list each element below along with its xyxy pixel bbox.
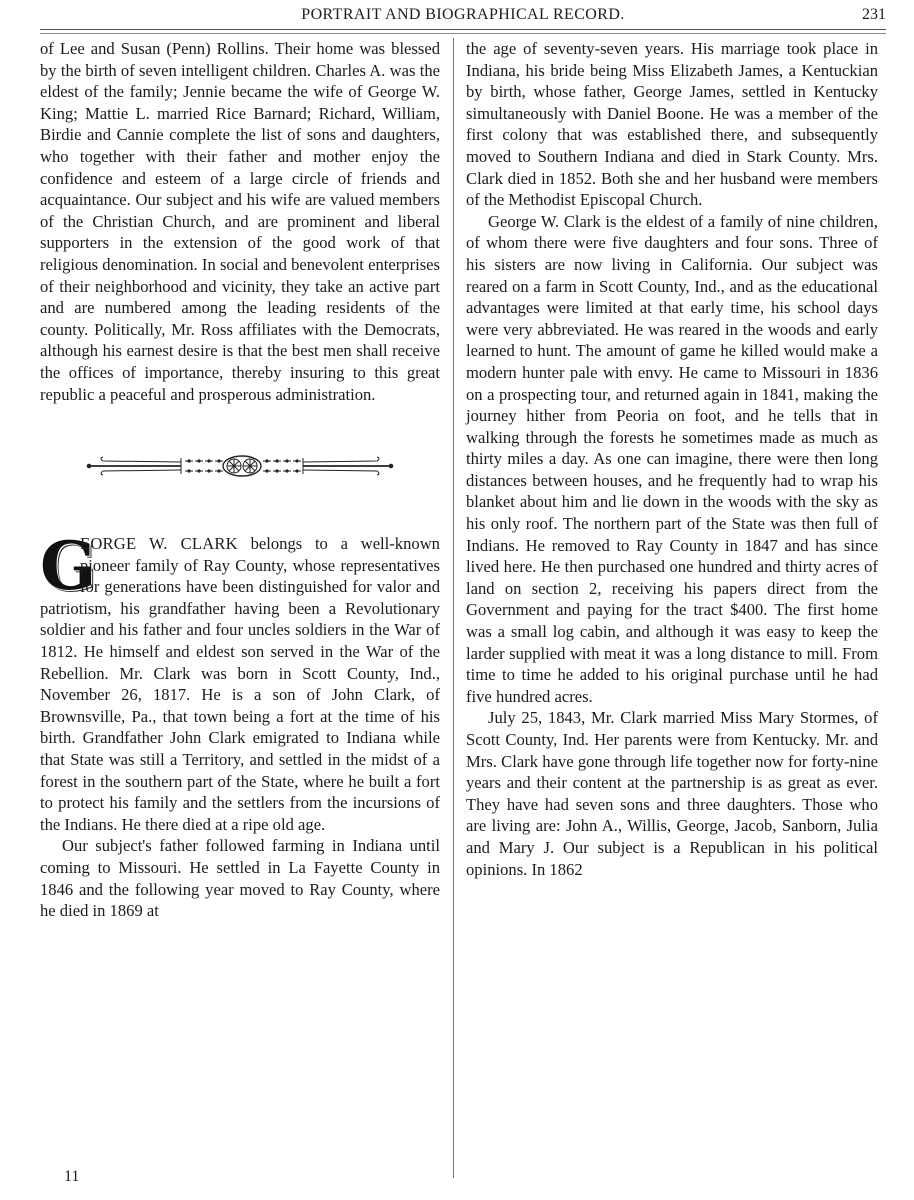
paragraph-george-clark-intro xyxy=(40,527,440,835)
running-title: PORTRAIT AND BIOGRAPHICAL RECORD. xyxy=(301,6,625,23)
paragraph-father-marriage: the age of seventy-seven years. His marriage took place in Indiana, his bride being Miss Elizabeth James, a Kentuckian by birth, whose father, George James, settled in Kentucky simultaneously with Daniel Boone. He was a member of the first colony that was established there, and subsequently moved to Southern Indiana and died in Stark County. Mrs. Clark died in 1852. Both she and her husband were members of the Methodist Episcopal Church. xyxy=(466,39,878,210)
right-column xyxy=(466,38,878,880)
paragraph-early-life: George W. Clark is the eldest of a family of nine children, of whom there were five daughters and four sons. Three of his sisters are now living in California. Our subject was reared on a farm in Scott County, Ind., and as the educational advantages were limited at that early time, his school days were very abbreviated. He was reared in the woods and early learned to hunt. The amount of game he killed would make a modern hunter pale with envy. He came to Missouri in 1836 on a prospecting tour, and returned again in 1841, making the journey hither from Peoria on foot, and he tells that in walking through the forests he sometimes made as much as thirty miles a day. As one can imagine, there were then long distances between houses, and he frequently had to wrap his blanket about him and lie down in the woods with the sky as his only roof. The northern part of the State was then full of Indians. He removed to Ray County in 1847 and has since lived here. He then purchased one hundred and thirty acres of land on section 2, receiving his papers direct from the Government and paying for the tract $400. The first home was a small log cabin, and although it was easy to keep the larder supplied with meat it was a long distance to mill. From time to time he added to his original purchase until he had five hundred acres. xyxy=(466,211,878,706)
paragraph-father-farming: Our subject's father followed farming in Indiana until coming to Missouri. He settled in La Fayette County in 1846 and the following year moved to Ray County, where he died in 1869 at xyxy=(40,836,440,921)
bio-subject-name: EORGE W. CLARK xyxy=(80,534,238,554)
header-rule xyxy=(40,29,886,30)
page-header xyxy=(40,0,886,30)
ornament-divider-icon xyxy=(85,453,395,479)
dropcap-letter: G xyxy=(40,527,97,606)
page-number: 231 xyxy=(862,6,886,23)
paragraph-text: belongs to a well-known pioneer family of Ray County, whose representatives for generations have been distinguished for valor and patriotism, his grandfather having been a Revolutionary soldier and his father and four uncles soldiers in the War of 1812. He himself and eldest son served in the War of the Rebellion. Mr. Clark was born in Scott County, Ind., November 26, 1817. He is a son of John Clark, of Brownsville, Pa., that town being a fort at the time of his birth. Grandfather John Clark emigrated to Indiana while that State was still a Territory, and settled in the midst of a forest in the southern part of the State, where he built a fort to protect his family and the settlers from the incursions of the Indians. He there died at a ripe old age. xyxy=(40,534,440,834)
signature-mark: 11 xyxy=(64,1168,80,1185)
paragraph-rollins-family: of Lee and Susan (Penn) Rollins. Their home was blessed by the birth of seven intelligent children. Charles A. was the eldest of the family; Jennie became the wife of George W. King; Mattie L. married Rice Barnard; Richard, William, Birdie and Cannie complete the list of sons and daughters, who together with their father and mother enjoy the confidence and esteem of a large circle of friends and acquaintance. Our subject and his wife are valued members of the Christian Church, and are prominent and liberal supporters in the extension of the good work of that religious denomination. In social and benevolent enterprises of their neighborhood and vicinity, they take an active part and are numbered among the leading residents of the county. Politically, Mr. Ross affiliates with the Democrats, although his earnest desire is that the best men shall receive the offices of importance, thereby insuring to this great republic a peaceful and prosperous administration. xyxy=(40,39,440,404)
column-divider xyxy=(453,38,454,1178)
header-rule-secondary xyxy=(40,33,886,34)
left-column xyxy=(40,38,440,922)
paragraph-marriage: July 25, 1843, Mr. Clark married Miss Mary Stormes, of Scott County, Ind. Her parents were from Kentucky. Mr. and Mrs. Clark have gone through life together now for forty-nine years and their content at the partnership is as great as ever. They have had seven sons and three daughters. Those who are living are: John A., Willis, George, Jacob, Sanborn, Julia and Mary J. Our subject is a Republican in his political opinions. In 1862 xyxy=(466,708,878,879)
